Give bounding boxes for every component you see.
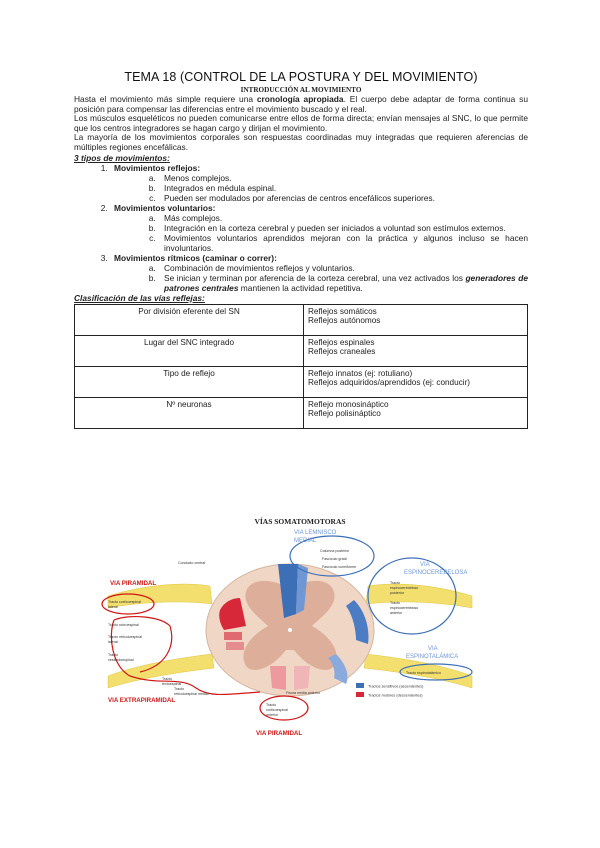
label-cun1: Fascículo grácil xyxy=(322,557,347,561)
label-via-lemnisco: MEDIAL xyxy=(294,538,317,544)
label-via-lemnisco: VIA LEMNISCO xyxy=(294,530,337,536)
list-item: b. Integrados en médula espinal. xyxy=(158,183,528,193)
label-sc-post: espinocerebeloso xyxy=(390,586,419,590)
figure-title: VÍAS SOMATOMOTORAS xyxy=(254,517,346,526)
table-key: Nº neuronas xyxy=(75,397,304,428)
list-item: a. Menos complejos. xyxy=(158,173,528,183)
label-sc-ant: anterior xyxy=(390,611,403,615)
intro-paragraph-3: La mayoría de los movimientos corporales son respuestas coordinadas muy integradas que requieren aferencias de múltiples regiones encefálicas. xyxy=(74,132,528,152)
anterior-motor-tract xyxy=(270,666,286,690)
table-row xyxy=(75,304,528,335)
list-item: a. Más complejos. xyxy=(158,213,528,223)
legend-sensory-label: Tractos sensitivos (ascendentes) xyxy=(368,684,424,689)
legend-swatch-motor xyxy=(356,692,364,697)
list-item: b. Se inician y terminan por aferencia de la corteza cerebral, una vez activados los generadores de patrones centrales mantienen la actividad repetitiva. xyxy=(158,273,528,293)
list-item: c. Pueden ser modulados por aferencias de centros encefálicos superiores. xyxy=(158,193,528,203)
label-sc-ant: Tracto xyxy=(390,601,401,605)
label-via-extrapiramidal: VIA EXTRAPIRAMIDAL xyxy=(108,697,176,704)
section-subtitle: INTRODUCCIÓN AL MOVIMIENTO xyxy=(240,86,362,94)
table-row xyxy=(75,335,528,366)
label-via-piramidal: VIA PIRAMIDAL xyxy=(110,580,157,587)
label-cun2: Fascículo cuneiforme xyxy=(322,565,357,569)
label-cortlat: lateral xyxy=(108,605,118,609)
label-via-espinotalamica: VIA xyxy=(428,646,438,652)
table-row xyxy=(75,366,528,397)
label-sc-ant: espinocerebeloso xyxy=(390,606,419,610)
label-cortant: corticoespinal xyxy=(266,708,288,712)
label-grac: Columna posterior xyxy=(320,549,350,553)
label-vest: Tracto xyxy=(108,653,119,657)
label-cortant: Tracto xyxy=(266,703,277,707)
label-vest: vestibuloespinal xyxy=(108,658,134,662)
label-via-espinocerebelosa: VIA xyxy=(420,562,430,568)
list-item: 1. Movimientos reflejos: a. Menos complejos. b. Integrados en médula espinal. c. Pueden ser modulados por aferencias de centros encefálicos superiores. xyxy=(110,163,528,203)
table-key: Tipo de reflejo xyxy=(75,366,304,397)
label-cortlat: Tracto corticoespinal xyxy=(108,600,142,604)
table-key: Por división eferente del SN xyxy=(75,304,304,335)
list-item: 3. Movimientos rítmicos (caminar o correr): a. Combinación de movimientos reflejos y voluntarios. b. Se inician y terminan por aferencia de la corteza cerebral, una vez activados los generadores de patrones centrales mantienen la actividad repetitiva. xyxy=(110,253,528,293)
document-body xyxy=(74,70,528,429)
motor-tract xyxy=(226,642,244,650)
legend-motor-label: Tractos motores (descendentes) xyxy=(368,693,423,698)
central-canal xyxy=(288,628,292,632)
label-via-espinotalamica: ESPINOTALÁMICA xyxy=(406,654,459,660)
label-retmed: Tracto xyxy=(174,687,185,691)
types-heading: 3 tipos de movimientos: xyxy=(74,152,170,163)
table-value: Reflejos espinales Reflejos craneales xyxy=(304,335,528,366)
motor-tract xyxy=(224,632,242,640)
label-tect: Tracto xyxy=(162,677,173,681)
label-cortant: anterior xyxy=(266,713,279,717)
label-sc-post: Tracto xyxy=(390,581,401,585)
label-sc-post: posterior xyxy=(390,591,404,595)
intro-paragraph-1: Hasta el movimiento más simple requiere una cronología apropiada. El cuerpo debe adaptar de forma continua su posición para compensar las diferencias entre el movimiento buscado y el real. xyxy=(74,94,528,114)
table-value: Reflejo innatos (ej: rotuliano) Reflejos adquiridos/aprendidos (ej: conducir) xyxy=(304,366,528,397)
label-canal: Conducto central xyxy=(178,561,206,565)
table-row xyxy=(75,397,528,428)
list-item: 2. Movimientos voluntarios: a. Más complejos. b. Integración en la corteza cerebral y pueden ser iniciados a voluntad son estímulos externos. c. Movimientos voluntarios aprendidos mejoran con la práctica y algunos incluso se hacen involuntarios. xyxy=(110,203,528,253)
classification-heading: Clasificación de las vías reflejas: xyxy=(74,292,205,303)
label-via-piramidal-bottom: VIA PIRAMIDAL xyxy=(256,730,303,737)
movement-types-list xyxy=(74,163,528,293)
list-item: c. Movimientos voluntarios aprendidos mejoran con la práctica y algunos incluso se hacen involuntarios. xyxy=(158,233,528,253)
label-retlat: lateral xyxy=(108,640,118,644)
table-value: Reflejo monosináptico Reflejo polisináptico xyxy=(304,397,528,428)
legend-swatch-sensory xyxy=(356,683,364,688)
reflex-classification-table xyxy=(74,304,528,429)
label-tect: tectoespinal xyxy=(162,682,182,686)
label-retlat: Tracto reticuloespinal xyxy=(108,635,143,639)
list-item: a. Combinación de movimientos reflejos y voluntarios. xyxy=(158,263,528,273)
table-key: Lugar del SNC integrado xyxy=(75,335,304,366)
label-retmed: reticuloespinal medial xyxy=(174,692,209,696)
table-value: Reflejos somáticos Reflejos autónomos xyxy=(304,304,528,335)
spinal-cord-diagram xyxy=(100,526,490,738)
intro-paragraph-2: Los músculos esqueléticos no pueden comunicarse entre ellos de forma directa; envían mensajes al SNC, lo que permite que los centros integradores se hagan cargo y dirijan el movimiento. xyxy=(74,113,528,133)
label-fisura: Fisura media anterior xyxy=(286,691,320,695)
list-item: b. Integración en la corteza cerebral y pueden ser iniciados a voluntad son estímulos externos. xyxy=(158,223,528,233)
label-espinotal: Tracto espinotalámico xyxy=(406,671,442,675)
page-title: TEMA 18 (CONTROL DE LA POSTURA Y DEL MOVIMIENTO) xyxy=(124,70,478,84)
label-via-espinocerebelosa: ESPINOCEREBELOSA xyxy=(404,570,468,576)
label-rubro: Tracto rubroespinal xyxy=(108,623,139,627)
anterior-motor-tract xyxy=(294,666,310,690)
